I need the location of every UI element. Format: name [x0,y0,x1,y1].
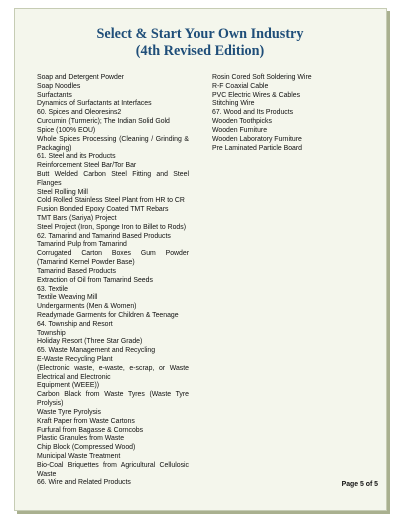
list-item: Wooden Furniture [212,126,268,134]
list-item: Pre Laminated Particle Board [212,144,303,152]
list-item: Extraction of Oil from Tamarind Seeds [37,276,153,284]
list-item: Whole Spices Processing (Cleaning / Grinding & Packaging) [37,135,189,152]
list-item: 63. Textile [37,285,68,293]
list-item: Steel Project (Iron, Sponge Iron to Billet to Rods) [37,223,186,231]
list-item: Fusion Bonded Epoxy Coated TMT Rebars [37,206,169,214]
list-item: Stitching Wire [212,100,255,108]
title-line-2: (4th Revised Edition) [135,42,265,59]
list-item: Waste Tyre Pyrolysis [37,408,101,416]
list-item: 61. Steel and its Products [37,153,116,161]
list-item: Reinforcement Steel Bar/Tor Bar [37,162,137,170]
list-item: Kraft Paper from Waste Cartons [37,417,135,425]
list-item: 67. Wood and Its Products [212,109,294,117]
list-item: Wooden Toothpicks [212,118,272,126]
list-item: Cold Rolled Stainless Steel Plant from HR to CR [37,197,185,205]
list-item: Chip Block (Compressed Wood) [37,444,136,452]
list-item: Corrugated Carton Boxes Gum Powder (Tamarind Kernel Powder Base) [37,250,189,267]
list-item: Township [37,329,66,337]
list-item: Textile Weaving Mill [37,294,98,302]
list-item: Tamarind Pulp from Tamarind [37,241,127,249]
list-item: E-Waste Recycling Plant [37,356,113,363]
list-item: Soap Noodles [37,82,81,90]
left-column [37,74,189,488]
list-item: Holiday Resort (Three Star Grade) [37,338,143,346]
list-item: R-F Coaxial Cable [212,82,269,90]
list-item: Municipal Waste Treatment [37,452,121,460]
list-item: Readymade Garments for Children & Teenage [37,311,179,319]
list-item: 64. Township and Resort [37,320,113,328]
right-column [212,74,362,153]
list-item: 65. Waste Management and Recycling [37,347,156,355]
list-item: Bio-Coal Briquettes from Agricultural Cellulosic Waste [37,461,189,478]
list-item: Soap and Detergent Powder [37,74,124,81]
list-item: Carbon Black from Waste Tyres (Waste Tyre Prolysis) [37,391,189,408]
list-item: Plastic Granules from Waste [37,435,125,443]
list-item: Equipment (WEEE)) [37,382,100,390]
list-item: (Electronic waste, e-waste, e-scrap, or Waste Electrical and Electronic [37,364,189,381]
list-item: 66. Wire and Related Products [37,479,131,487]
list-item: Tamarind Based Products [37,267,116,275]
list-item: Dynamics of Surfactants at Interfaces [37,100,152,108]
list-item: Butt Welded Carbon Steel Fitting and Steel Flanges [37,170,189,187]
list-item: Wooden Laboratory Furniture [212,135,302,143]
list-item: Steel Rolling Mill [37,188,88,196]
list-item: Surfactants [37,91,72,99]
list-item: PVC Electric Wires & Cables [212,91,301,99]
page-number: Page 5 of 5 [341,481,378,488]
list-item: 60. Spices and Oleoresins2 [37,109,122,117]
list-item: 62. Tamarind and Tamarind Based Products [37,232,171,240]
title-line-1: Select & Start Your Own Industry [96,26,304,42]
list-item: Furfural from Bagasse & Corncobs [37,426,144,434]
list-item: Undergarments (Men & Women) [37,303,137,311]
list-item: Curcumin (Turmeric); The Indian Solid Gold [37,118,170,126]
list-item: Spice (100% EOU) [37,126,96,134]
page-title [0,26,400,59]
list-item: TMT Bars (Sariya) Project [37,215,117,222]
list-item: Rosin Cored Soft Soldering Wire [212,74,312,81]
